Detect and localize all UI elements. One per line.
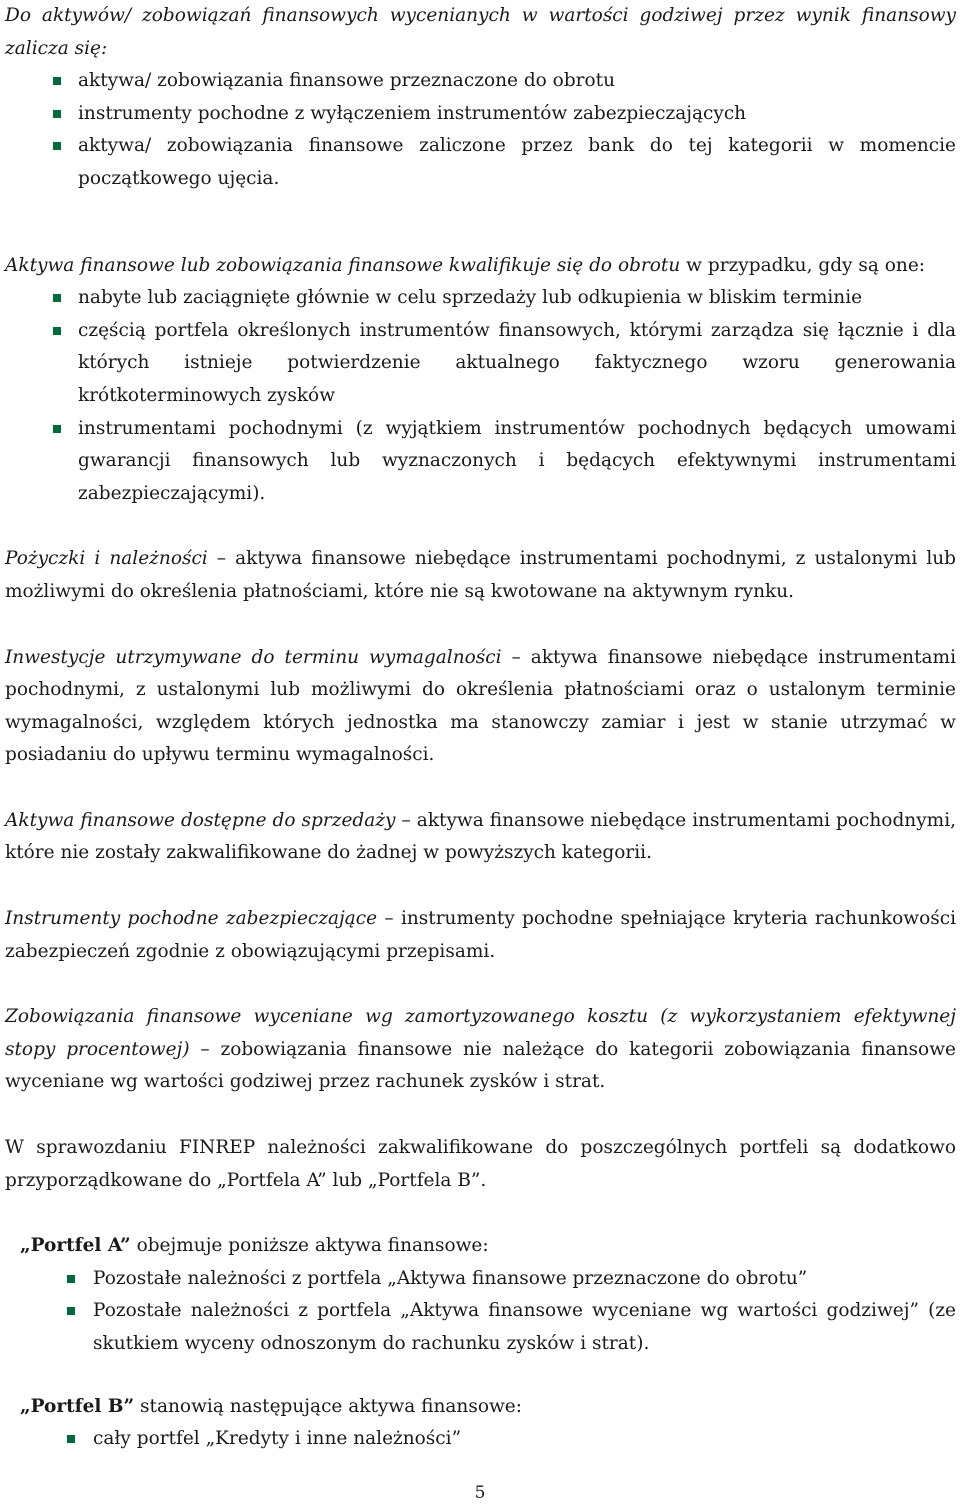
square-bullet-icon (53, 77, 61, 85)
definition-available-for-sale (5, 805, 956, 870)
definition-text: – zobowiązania finansowe nie należące do kategorii zobowiązania finansowe wyceniane wg wartości godziwej przez rachunek zysków i strat. (5, 1038, 956, 1093)
definition-term: Zobowiązania finansowe wyceniane wg zamortyzowanego kosztu (z wykorzystaniem efektywnej stopy procentowej) (5, 1006, 956, 1060)
trading-intro (5, 250, 956, 283)
document-page (5, 0, 956, 1456)
portfel-b-heading (5, 1391, 956, 1424)
square-bullet-icon (67, 1275, 75, 1283)
portfel-b-list (5, 1423, 956, 1456)
list-item: aktywa/ zobowiązania finansowe zaliczone przez bank do tej kategorii w momencie początkowego ujęcia. (5, 130, 956, 195)
definition-text: – aktywa finansowe niebędące instrumentami pochodnymi, które nie zostały zakwalifikowane do żadnej w powyższych kategorii. (5, 809, 956, 864)
trading-intro-term: Aktywa finansowe lub zobowiązania finansowe kwalifikuje się do obrotu (5, 254, 681, 276)
definition-text: – aktywa finansowe niebędące instrumentami pochodnymi, z ustalonymi lub możliwymi do określenia płatnościami, które nie są kwotowane na aktywnym rynku. (5, 548, 957, 602)
definition-text: – instrumenty pochodne spełniające kryteria rachunkowości zabezpieczeń zgodnie z obowiązującymi przepisami. (5, 908, 956, 962)
list-item: aktywa/ zobowiązania finansowe przeznaczone do obrotu (5, 65, 956, 98)
square-bullet-icon (53, 425, 61, 433)
list-item: instrumenty pochodne z wyłączeniem instrumentów zabezpieczających (5, 98, 956, 131)
definition-term: Aktywa finansowe dostępne do sprzedaży (5, 809, 396, 831)
definition-amortised-cost (5, 1001, 956, 1099)
list-item: częścią portfela określonych instrumentów finansowych, którymi zarządza się łącznie i dla których istnieje potwierdzenie aktualnego faktycznego wzoru generowania krótkoterminowych zysków (5, 315, 956, 413)
portfel-a-list (5, 1263, 956, 1361)
definition-loans (5, 543, 956, 608)
square-bullet-icon (67, 1435, 75, 1443)
trading-list (5, 282, 956, 510)
portfel-b-intro: stanowią następujące aktywa finansowe: (134, 1395, 522, 1417)
list-item: Pozostałe należności z portfela „Aktywa finansowe wyceniane wg wartości godziwej” (ze skutkiem wyceny odnoszonym do rachunku zysków i strat). (5, 1295, 956, 1360)
list-item: nabyte lub zaciągnięte głównie w celu sprzedaży lub odkupienia w bliskim terminie (5, 282, 956, 315)
list-item: Pozostałe należności z portfela „Aktywa finansowe przeznaczone do obrotu” (5, 1263, 956, 1296)
portfel-b-name: „Portfel B” (20, 1395, 135, 1417)
finrep-paragraph: W sprawozdaniu FINREP należności zakwalifikowane do poszczególnych portfeli są dodatkowo przyporządkowane do „Portfela A” lub „Portfela B”. (5, 1137, 956, 1191)
definition-hedging-derivatives (5, 903, 956, 968)
definition-term: Inwestycje utrzymywane do terminu wymagalności (5, 646, 502, 668)
portfel-a-name: „Portfel A” (20, 1235, 131, 1257)
square-bullet-icon (53, 294, 61, 302)
definition-held-to-maturity (5, 642, 956, 772)
trading-intro-rest: w przypadku, gdy są one: (680, 254, 926, 276)
list-item: instrumentami pochodnymi (z wyjątkiem instrumentów pochodnych będących umowami gwarancji finansowych lub wyznaczonych i będących efektywnymi instrumentami zabezpieczającymi). (5, 413, 956, 511)
portfel-a-intro: obejmuje poniższe aktywa finansowe: (130, 1235, 489, 1257)
square-bullet-icon (53, 110, 61, 118)
portfel-a-heading (5, 1230, 956, 1263)
list-item: cały portfel „Kredyty i inne należności” (5, 1423, 956, 1456)
definition-term: Pożyczki i należności (5, 548, 208, 570)
square-bullet-icon (67, 1307, 75, 1315)
square-bullet-icon (53, 142, 61, 150)
definition-text: – aktywa finansowe niebędące instrumentami pochodnymi, z ustalonymi lub możliwymi do określenia płatnościami oraz o ustalonym terminie wymagalności, względem których jednostka ma stanowczy zamiar i jest w stanie utrzymać w posiadaniu do upływu terminu wymagalności. (5, 646, 956, 766)
square-bullet-icon (53, 327, 61, 335)
page-number: 5 (474, 1483, 486, 1503)
fair-value-intro: Do aktywów/ zobowiązań finansowych wycenianych w wartości godziwej przez wynik finansowy zalicza się: (5, 5, 956, 59)
definition-term: Instrumenty pochodne zabezpieczające (5, 908, 378, 930)
fair-value-list (5, 65, 956, 195)
